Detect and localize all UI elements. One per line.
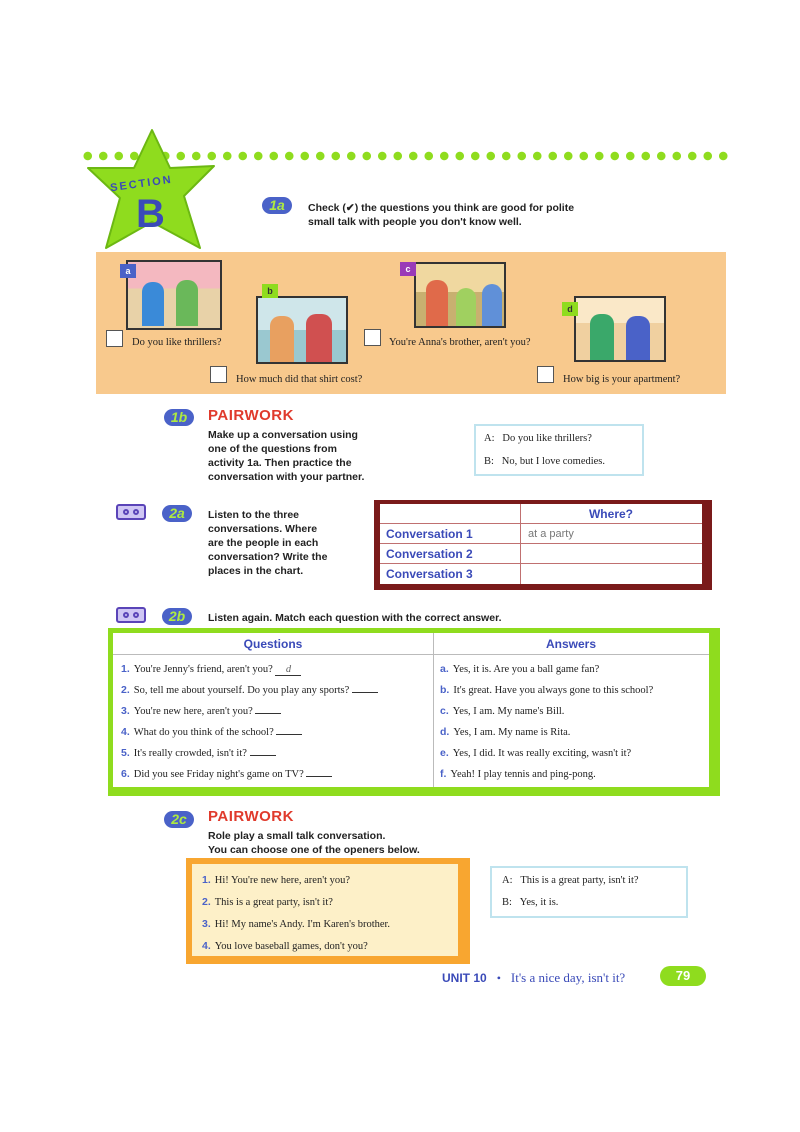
person-figure — [306, 314, 332, 364]
opener-number: 2. — [202, 896, 211, 908]
person-figure — [456, 288, 476, 328]
cassette-icon — [116, 504, 146, 520]
question-text: Did you see Friday night's game on TV? — [133, 769, 304, 780]
section-letter: B — [136, 192, 165, 236]
checkbox-apartment[interactable] — [537, 366, 554, 383]
dialog-text: This is a great party, isn't it? — [520, 875, 639, 886]
match-table-frame — [108, 628, 720, 796]
instruction-line: Role play a small talk conversation. — [208, 830, 386, 842]
speaker: A: — [502, 875, 513, 886]
page-number: 79 — [660, 966, 706, 986]
instruction-line: places in the chart. — [208, 565, 304, 577]
chart-row — [380, 544, 702, 564]
question-text: It's really crowded, isn't it? — [133, 748, 247, 759]
question-row — [121, 663, 301, 676]
pairwork-heading: PAIRWORK — [208, 407, 294, 424]
answer-letter: f. — [440, 768, 447, 780]
activity-1b-label: 1b — [164, 409, 194, 426]
opener-row — [202, 874, 350, 886]
question-row — [121, 684, 378, 696]
chart-2a-frame — [374, 500, 712, 590]
question-number: 4. — [121, 726, 130, 738]
dialog-box-2c — [490, 866, 688, 918]
answer-text: Yes, it is. Are you a ball game fan? — [452, 664, 600, 675]
picture-c — [414, 262, 506, 328]
answer-row — [440, 726, 570, 738]
checkbox-thrillers[interactable] — [106, 330, 123, 347]
activity-2a-instruction — [208, 508, 327, 578]
instruction-line: conversations. Where — [208, 523, 318, 535]
instruction-line: Make up a conversation using — [208, 429, 358, 441]
opener-text: Hi! My name's Andy. I'm Karen's brother. — [214, 919, 391, 930]
speaker: B: — [502, 897, 512, 908]
conversation-label: Conversation 3 — [386, 567, 473, 581]
person-figure — [270, 316, 294, 364]
chart-header-row — [380, 504, 702, 524]
picture-b — [256, 296, 348, 364]
dialog-line — [484, 433, 592, 444]
item-annas-brother: You're Anna's brother, aren't you? — [389, 337, 531, 348]
chart-row — [380, 524, 702, 544]
answer-letter: b. — [440, 684, 450, 696]
column-divider — [433, 633, 434, 787]
speaker: A: — [484, 433, 495, 444]
answer-text: Yes, I am. My name's Bill. — [452, 706, 565, 717]
cassette-icon — [116, 607, 146, 623]
question-row — [121, 768, 332, 780]
activity-2b-label: 2b — [162, 608, 192, 625]
opener-row — [202, 918, 390, 930]
activity-2b-instruction: Listen again. Match each question with the correct answer. — [208, 612, 502, 624]
pairwork-heading: PAIRWORK — [208, 808, 294, 825]
instruction-line: Check (✔) the questions you think are good for polite — [308, 202, 575, 214]
chart-row — [380, 564, 702, 584]
activity-1b-instruction — [208, 428, 364, 484]
question-number: 2. — [121, 684, 130, 696]
instruction-line: You can choose one of the openers below. — [208, 844, 420, 856]
dialog-text: No, but I love comedies. — [501, 456, 606, 467]
opener-text: Hi! You're new here, aren't you? — [214, 875, 351, 886]
answer-blank[interactable] — [306, 776, 332, 777]
answer-row — [440, 747, 631, 759]
conversation-answer[interactable]: at a party — [528, 528, 574, 540]
person-figure — [176, 280, 198, 326]
section-star-icon — [84, 126, 224, 256]
opener-number: 4. — [202, 940, 211, 952]
answer-letter: c. — [440, 705, 449, 717]
activity-2a-label: 2a — [162, 505, 192, 522]
opener-number: 1. — [202, 874, 211, 886]
opener-number: 3. — [202, 918, 211, 930]
instruction-line: are the people in each — [208, 537, 319, 549]
question-number: 3. — [121, 705, 130, 717]
dialog-text: Yes, it is. — [519, 897, 559, 908]
question-row — [121, 726, 302, 738]
answers-header: Answers — [545, 637, 597, 651]
picture-tag-d: d — [562, 302, 578, 316]
question-row — [121, 747, 276, 759]
instruction-line: conversation with your partner. — [208, 471, 365, 483]
speaker: B: — [484, 456, 494, 467]
dialog-box-1b — [474, 424, 644, 476]
person-figure — [482, 284, 502, 328]
answer-text: It's great. Have you always gone to this school? — [453, 685, 654, 696]
instruction-line: small talk with people you don't know well. — [308, 216, 522, 228]
dialog-line — [502, 875, 639, 886]
question-row — [121, 705, 281, 717]
opener-text: You love baseball games, don't you? — [214, 941, 368, 952]
picture-a — [126, 260, 222, 330]
instruction-line: conversation? Write the — [208, 551, 328, 563]
person-figure — [426, 280, 448, 328]
answer-blank[interactable] — [255, 713, 281, 714]
page-footer — [442, 969, 625, 987]
question-text: You're Jenny's friend, aren't you? — [133, 664, 273, 675]
answer-text: Yeah! I play tennis and ping-pong. — [450, 769, 596, 780]
opener-row — [202, 940, 368, 952]
questions-header: Questions — [243, 637, 303, 651]
activity-1a-label: 1a — [262, 197, 292, 214]
openers-box — [192, 864, 458, 956]
chart-2a — [380, 504, 702, 584]
item-apartment: How big is your apartment? — [563, 374, 681, 385]
question-number: 6. — [121, 768, 130, 780]
match-header-row — [113, 633, 709, 655]
checkbox-annas-brother[interactable] — [364, 329, 381, 346]
activity-2c-label: 2c — [164, 811, 194, 828]
picture-tag-a: a — [120, 264, 136, 278]
footer-bullet: • — [496, 971, 501, 985]
section-word: SECTION — [109, 173, 174, 195]
instruction-line: Listen to the three — [208, 509, 300, 521]
instruction-line: one of the questions from — [208, 443, 337, 455]
item-thrillers: Do you like thrillers? — [132, 337, 222, 348]
picture-tag-b: b — [262, 284, 278, 298]
answer-blank[interactable] — [276, 734, 302, 735]
conversation-label: Conversation 1 — [386, 527, 473, 541]
unit-title: It's a nice day, isn't it? — [510, 970, 626, 985]
opener-text: This is a great party, isn't it? — [214, 897, 333, 908]
question-text: You're new here, aren't you? — [133, 706, 253, 717]
openers-frame — [186, 858, 470, 964]
answer-row — [440, 663, 599, 675]
picture-tag-c: c — [400, 262, 416, 276]
question-number: 5. — [121, 747, 130, 759]
picture-d — [574, 296, 666, 362]
person-figure — [590, 314, 614, 362]
answer-text: Yes, I am. My name is Rita. — [453, 727, 571, 738]
answer-letter: e. — [440, 747, 449, 759]
answer-text: Yes, I did. It was really exciting, wasn't it? — [452, 748, 632, 759]
activity-2c-instruction — [208, 829, 420, 857]
answer-row — [440, 768, 596, 780]
answer-row — [440, 684, 653, 696]
answer-blank[interactable] — [250, 755, 276, 756]
checkbox-shirt-cost[interactable] — [210, 366, 227, 383]
conversation-label: Conversation 2 — [386, 547, 473, 561]
answer-blank[interactable]: d — [275, 664, 301, 676]
opener-row — [202, 896, 333, 908]
question-number: 1. — [121, 663, 130, 675]
instruction-line: activity 1a. Then practice the — [208, 457, 352, 469]
where-header: Where? — [588, 507, 633, 521]
person-figure — [142, 282, 164, 326]
match-table — [113, 633, 709, 787]
answer-blank[interactable] — [352, 692, 378, 693]
dialog-line — [484, 456, 605, 467]
dialog-text: Do you like thrillers? — [502, 433, 592, 444]
answer-letter: a. — [440, 663, 449, 675]
question-text: So, tell me about yourself. Do you play any sports? — [133, 685, 350, 696]
unit-label: UNIT 10 — [442, 971, 487, 985]
item-shirt-cost: How much did that shirt cost? — [236, 374, 363, 385]
activity-1a-instruction — [308, 201, 574, 229]
dialog-line — [502, 897, 558, 908]
answer-row — [440, 705, 564, 717]
question-text: What do you think of the school? — [133, 727, 274, 738]
person-figure — [626, 316, 650, 362]
answer-letter: d. — [440, 726, 450, 738]
